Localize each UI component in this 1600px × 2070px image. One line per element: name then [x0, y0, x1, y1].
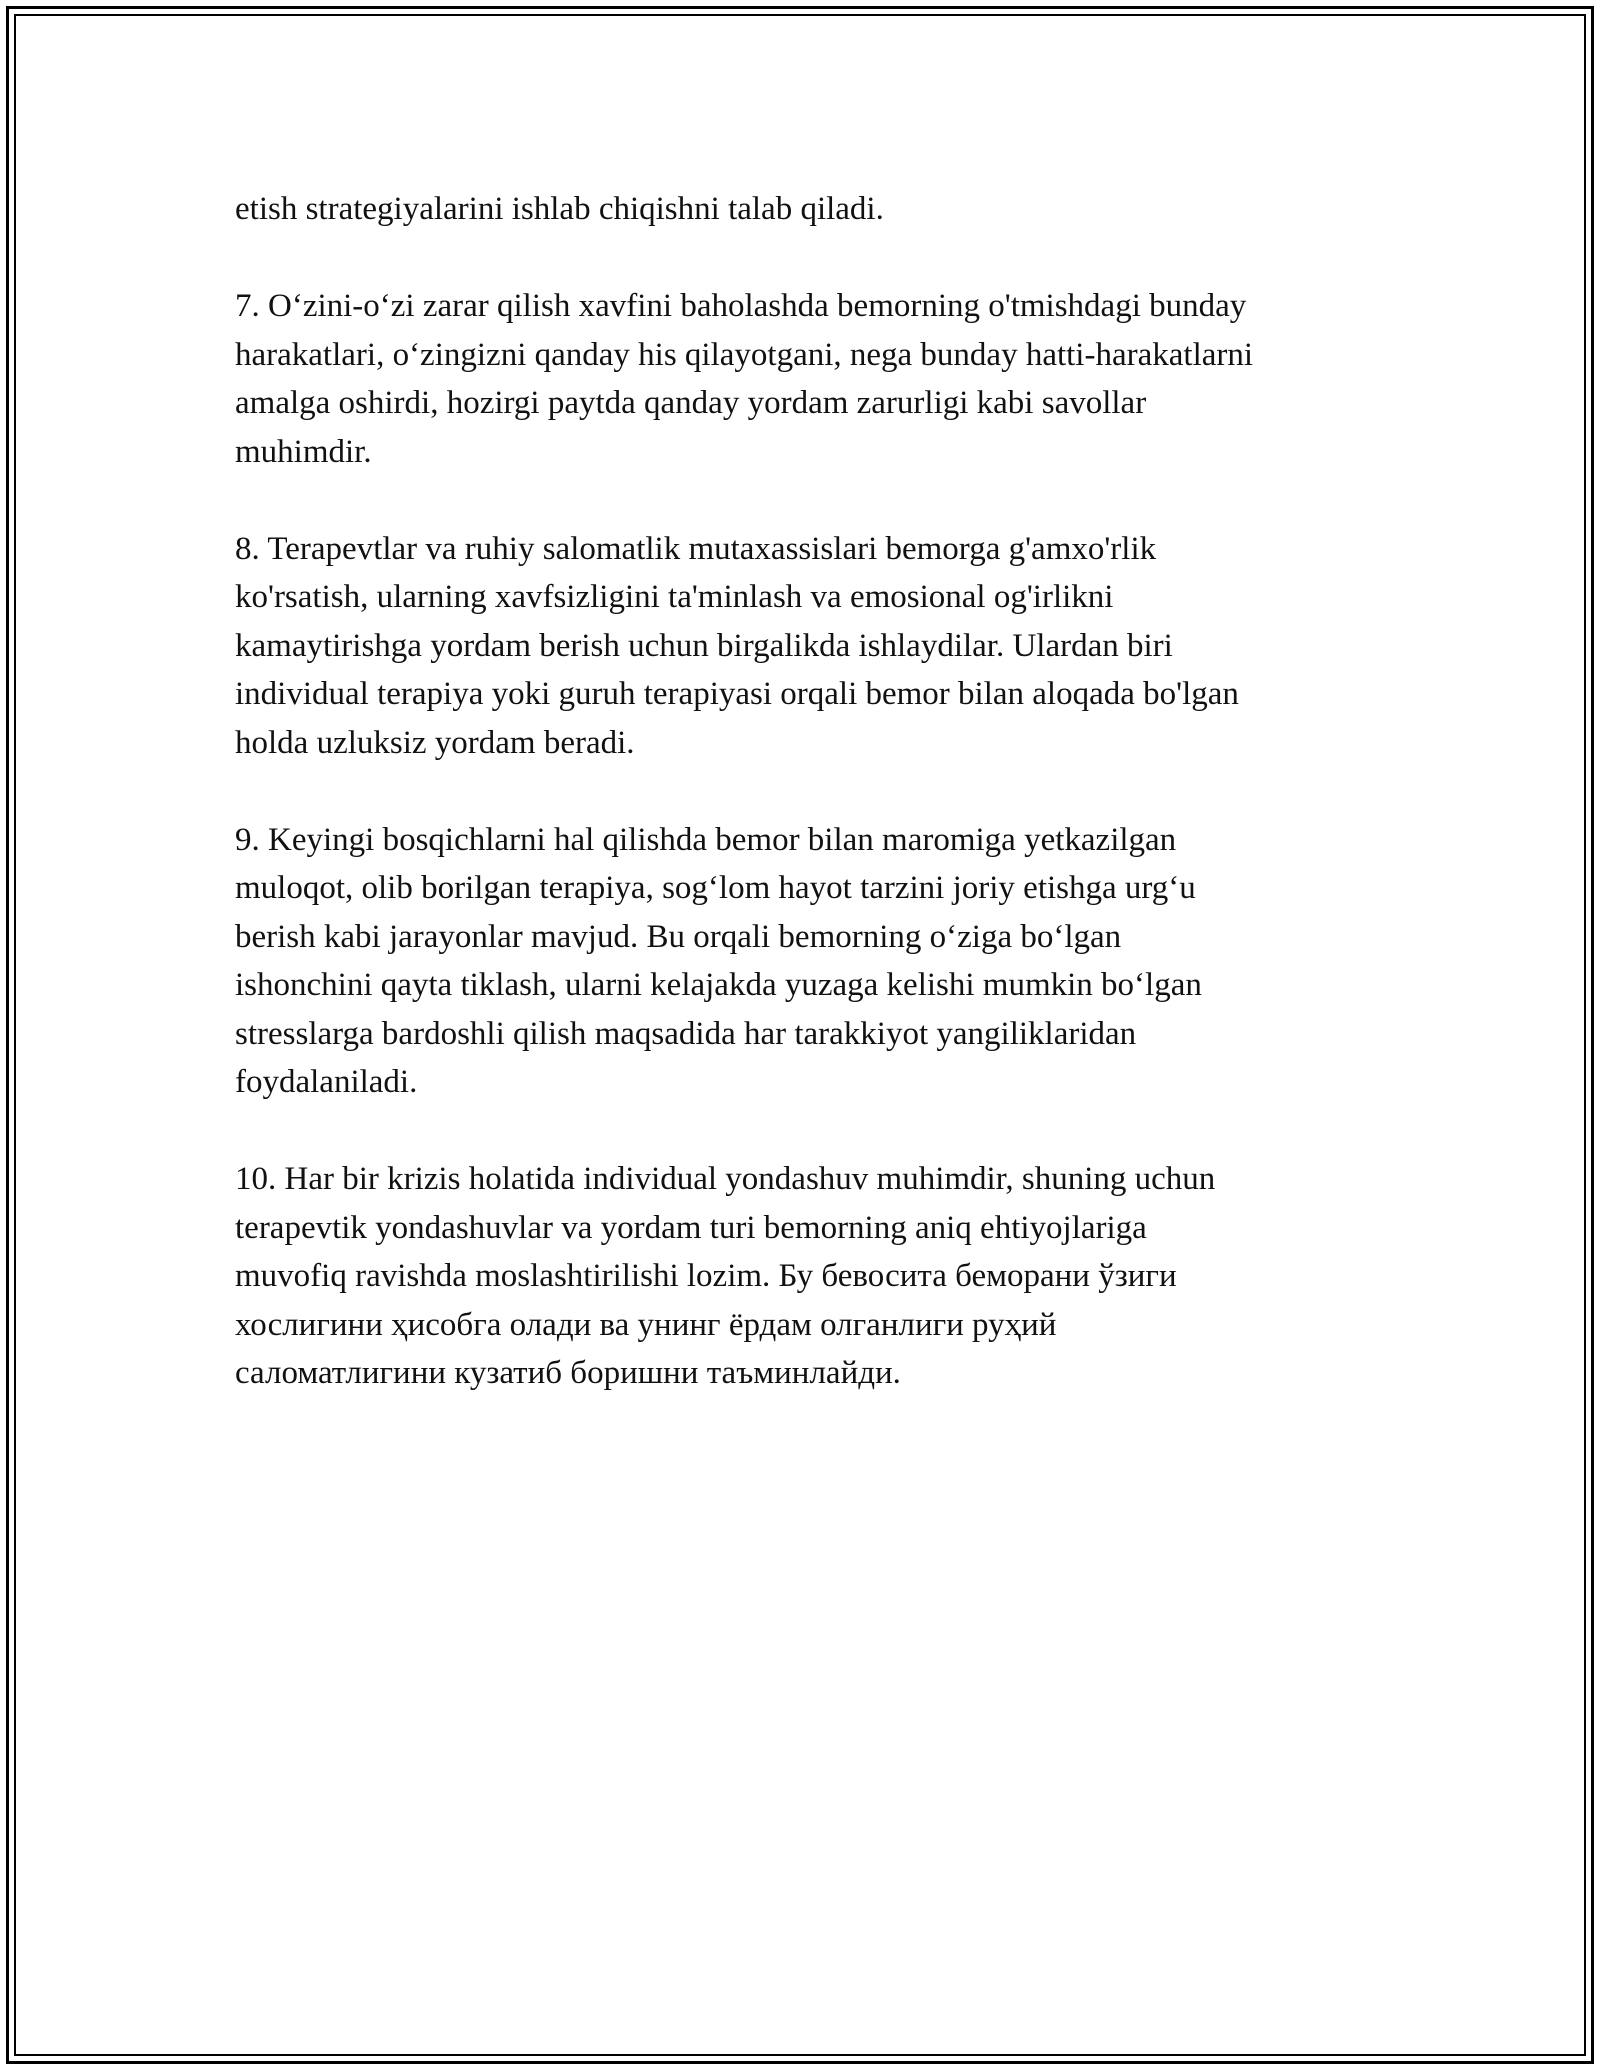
paragraph-continuation: etish strategiyalarini ishlab chiqishni talab qiladi.	[235, 191, 884, 227]
paragraph-item-9: 9. Keyingi bosqichlarni hal qilishda bemor bilan maromiga yetkazilgan muloqot, olib borilgan terapiya, sog‘lom hayot tarzini joriy etishga urg‘u berish kabi jarayonlar mavjud. Bu orqali bemorning o‘ziga bo‘lgan ishonchini qayta tiklash, ularni kelajakda yuzaga kelishi mumkin bo‘lgan stresslarga bardoshli qilish maqsadida har tarakkiyot yangiliklaridan foydalaniladi.	[235, 821, 1202, 1100]
paragraph-item-10: 10. Har bir krizis holatida individual yondashuv muhimdir, shuning uchun terapevtik yondashuvlar va yordam turi bemorning aniq ehtiyojlariga muvofiq ravishda moslashtirilishi lozim. Бу бевосита беморани ўзиги хослигини ҳисобга олади ва унинг ёрдам олганлиги руҳий саломатлигини кузатиб боришни таъминлайди.	[235, 1161, 1216, 1391]
paragraph-item-8: 8. Terapevtlar va ruhiy salomatlik mutaxassislari bemorga g'amxo'rlik ko'rsatish, ularning xavfsizligini ta'minlash va emosional og'irlikni kamaytirishga yordam berish uchun birgalikda ishlaydilar. Ulardan biri individual terapiya yoki guruh terapiyasi orqali bemor bilan aloqada bo'lgan holda uzluksiz yordam beradi.	[235, 530, 1239, 761]
paragraph-item-7: 7. O‘zini-o‘zi zarar qilish xavfini baholashda bemorning o'tmishdagi bunday harakatlari, o‘zingizni qanday his qilayotgani, nega bunday hatti-harakatlarni amalga oshirdi, hozirgi paytda qanday yordam zarurligi kabi savollar muhimdir.	[235, 288, 1254, 470]
document-body	[235, 185, 1375, 1446]
